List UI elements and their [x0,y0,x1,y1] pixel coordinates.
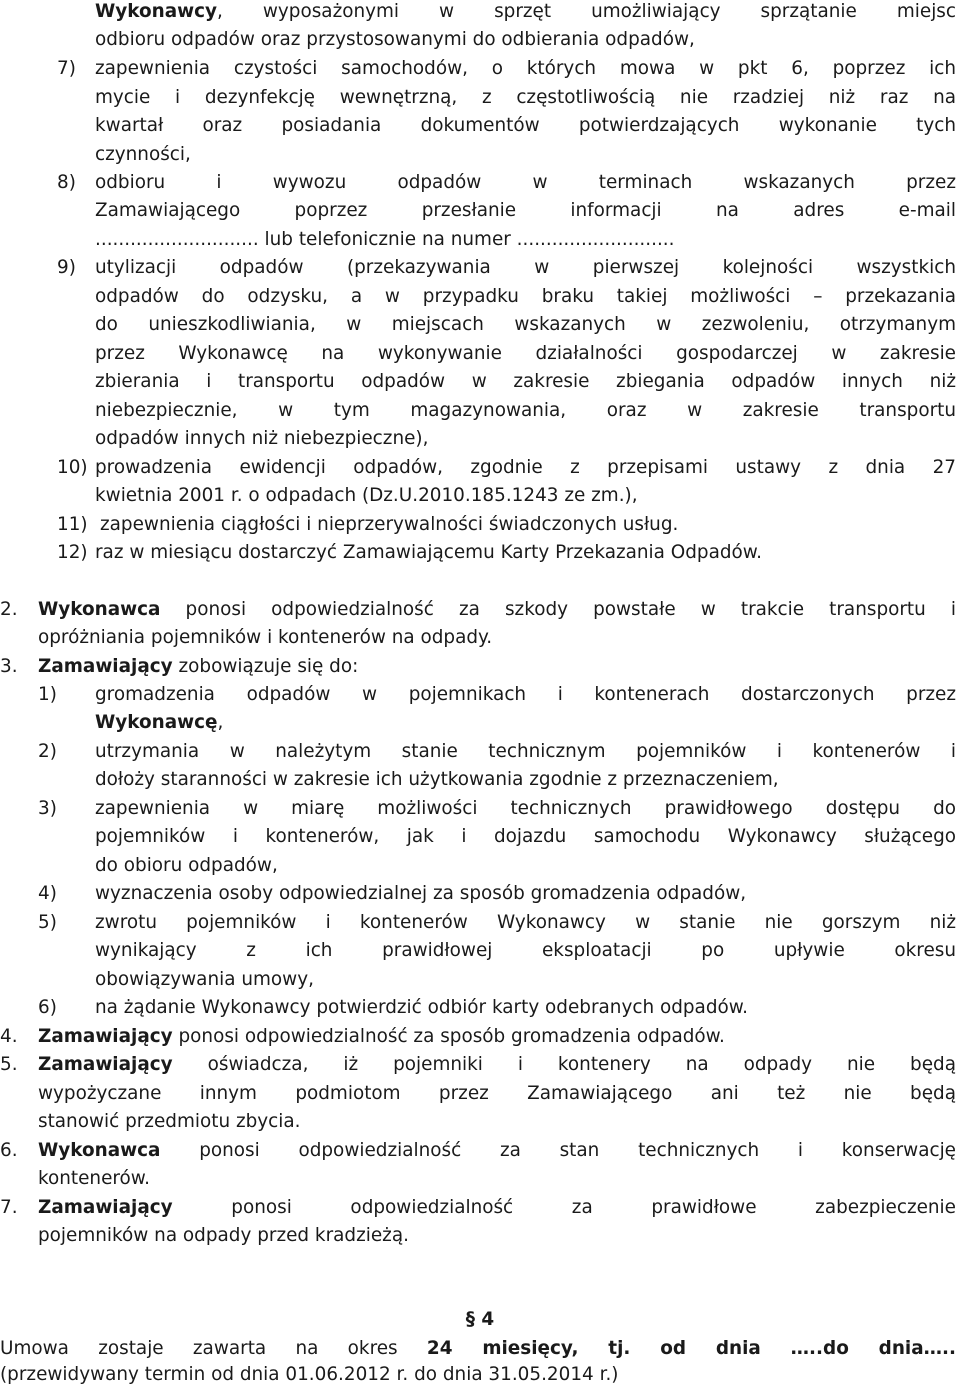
text-line: zapewnienia w miarę możliwości technicznych prawidłowego dostępu do [95,798,956,819]
text-line: mycie i dezynfekcję wewnętrzną, z częstotliwością nie rzadziej niż raz na [95,87,956,108]
text-line: opróżniania pojemników i kontenerów na odpady. [38,627,493,648]
item-number: 10) [57,457,88,478]
text-span: ponosi odpowiedzialność za sposób gromadzenia odpadów. [172,1026,725,1047]
text-line: kwartał oraz posiadania dokumentów potwierdzających wykonanie tych [95,115,956,136]
text-line: pojemników na odpady przed kradzieżą. [38,1225,409,1246]
text-span: Umowa zostaje zawarta na okres [0,1338,427,1359]
bold-term: Zamawiający [38,1054,173,1075]
text-line [0,1335,956,1364]
text-line: czynności, [95,144,191,165]
text-line: obowiązywania umowy, [95,969,314,990]
text-line: niebezpiecznie, w tym magazynowania, oraz w zakresie transportu [95,400,956,421]
item-number: 6) [38,997,57,1018]
text-line: do obioru odpadów, [95,855,278,876]
text-line: kontenerów. [38,1168,151,1189]
text-line: pojemników i kontenerów, jak i dojazdu samochodu Wykonawcy służącego [95,826,956,847]
bold-term: Wykonawca [38,1140,161,1161]
text-line: ............................ lub telefonicznie na numer ........................... [95,229,675,250]
section-heading [0,1306,960,1335]
text-line: odbioru odpadów oraz przystosowanymi do odbierania odpadów, [95,29,695,50]
text-line: zbierania i transportu odpadów w zakresie zbiegania odpadów innych niż [95,371,956,392]
bold-term: Wykonawca [38,599,161,620]
bold-term: Wykonawcę [95,712,218,733]
text-line: utrzymania w należytym stanie technicznym pojemników i kontenerów i [95,741,956,762]
item-number: 7) [57,58,76,79]
text-span: oświadcza, iż pojemniki i kontenery na odpady nie będą [172,1054,956,1075]
text-line: zapewnienia czystości samochodów, o których mowa w pkt 6, poprzez ich [95,58,956,79]
text-line [38,1194,956,1223]
point-number: 7. [0,1197,18,1218]
text-span: ponosi odpowiedzialność za prawidłowe zabezpieczenie [172,1197,956,1218]
item-number: 11) [57,514,88,535]
bold-term: Zamawiający [38,656,173,677]
point-number: 2. [0,599,18,620]
text-line: odpadów innych niż niebezpieczne), [95,428,429,449]
text-line [38,653,956,682]
item-number: 5) [38,912,57,933]
text-line: Zamawiającego poprzez przesłanie informacji na adres e-mail [95,200,956,221]
item-number: 2) [38,741,57,762]
point-number: 3. [0,656,18,677]
item-number: 1) [38,684,57,705]
text-line: odpadów do odzysku, a w przypadku braku takiej możliwości – przekazania [95,286,956,307]
text-line [38,1051,956,1080]
text-line: raz w miesiącu dostarczyć Zamawiającemu Karty Przekazania Odpadów. [95,542,762,563]
bold-term: Wykonawcy [95,1,218,22]
text-span: ponosi odpowiedzialność za szkody powstałe w trakcie transportu i [160,599,956,620]
text-line: gromadzenia odpadów w pojemnikach i kontenerach dostarczonych przez [95,684,956,705]
text-line: utylizacji odpadów (przekazywania w pierwszej kolejności wszystkich [95,257,956,278]
text-span: ponosi odpowiedzialność za stan technicznych i konserwację [160,1140,956,1161]
point-number: 5. [0,1054,18,1075]
text-line: wynikający z ich prawidłowej eksploatacji po upływie okresu [95,940,956,961]
text-line: do unieszkodliwiania, w miejscach wskazanych w zezwoleniu, otrzymanym [95,314,956,335]
text-line: przez Wykonawcę na wykonywanie działalności gospodarczej w zakresie [95,343,956,364]
item-number: 9) [57,257,76,278]
text-line: dołoży staranności w zakresie ich użytkowania zgodnie z przeznaczeniem, [95,769,779,790]
text-line: odbioru i wywozu odpadów w terminach wskazanych przez [95,172,956,193]
text-line: kwietnia 2001 r. o odpadach (Dz.U.2010.185.1243 ze zm.), [95,485,638,506]
text-line [38,1137,956,1166]
item-number: 12) [57,542,88,563]
point-number: 6. [0,1140,18,1161]
item-number: 8) [57,172,76,193]
text-line [95,0,956,27]
section-heading-text: § 4 [465,1309,495,1330]
text-line: prowadzenia ewidencji odpadów, zgodnie z przepisami ustawy z dnia 27 [95,457,956,478]
bold-term: Zamawiający [38,1197,173,1218]
item-number: 4) [38,883,57,904]
text-line: wypożyczane innym podmiotom przez Zamawiającego ani też nie będą [38,1083,956,1104]
text-span: , [217,712,224,733]
text-line: wyznaczenia osoby odpowiedzialnej za sposób gromadzenia odpadów, [95,883,747,904]
bold-term: Zamawiający [38,1026,173,1047]
bold-term: 24 miesięcy, tj. od dnia …..do dnia….. [426,1338,956,1359]
text-span: zobowiązuje się do: [172,656,359,677]
text-span: , wyposażonymi w sprzęt umożliwiający sprzątanie miejsc [217,1,956,22]
text-line: na żądanie Wykonawcy potwierdzić odbiór karty odebranych odpadów. [95,997,748,1018]
text-line [38,596,956,625]
text-line: stanowić przedmiotu zbycia. [38,1111,301,1132]
text-line [38,1023,956,1052]
item-number: 3) [38,798,57,819]
text-line: zapewnienia ciągłości i nieprzerywalności świadczonych usług. [100,514,679,535]
point-number: 4. [0,1026,18,1047]
text-line: zwrotu pojemników i kontenerów Wykonawcy w stanie nie gorszym niż [95,912,956,933]
text-line: (przewidywany termin od dnia 01.06.2012 r. do dnia 31.05.2014 r.) [0,1364,619,1385]
text-line [95,709,956,738]
